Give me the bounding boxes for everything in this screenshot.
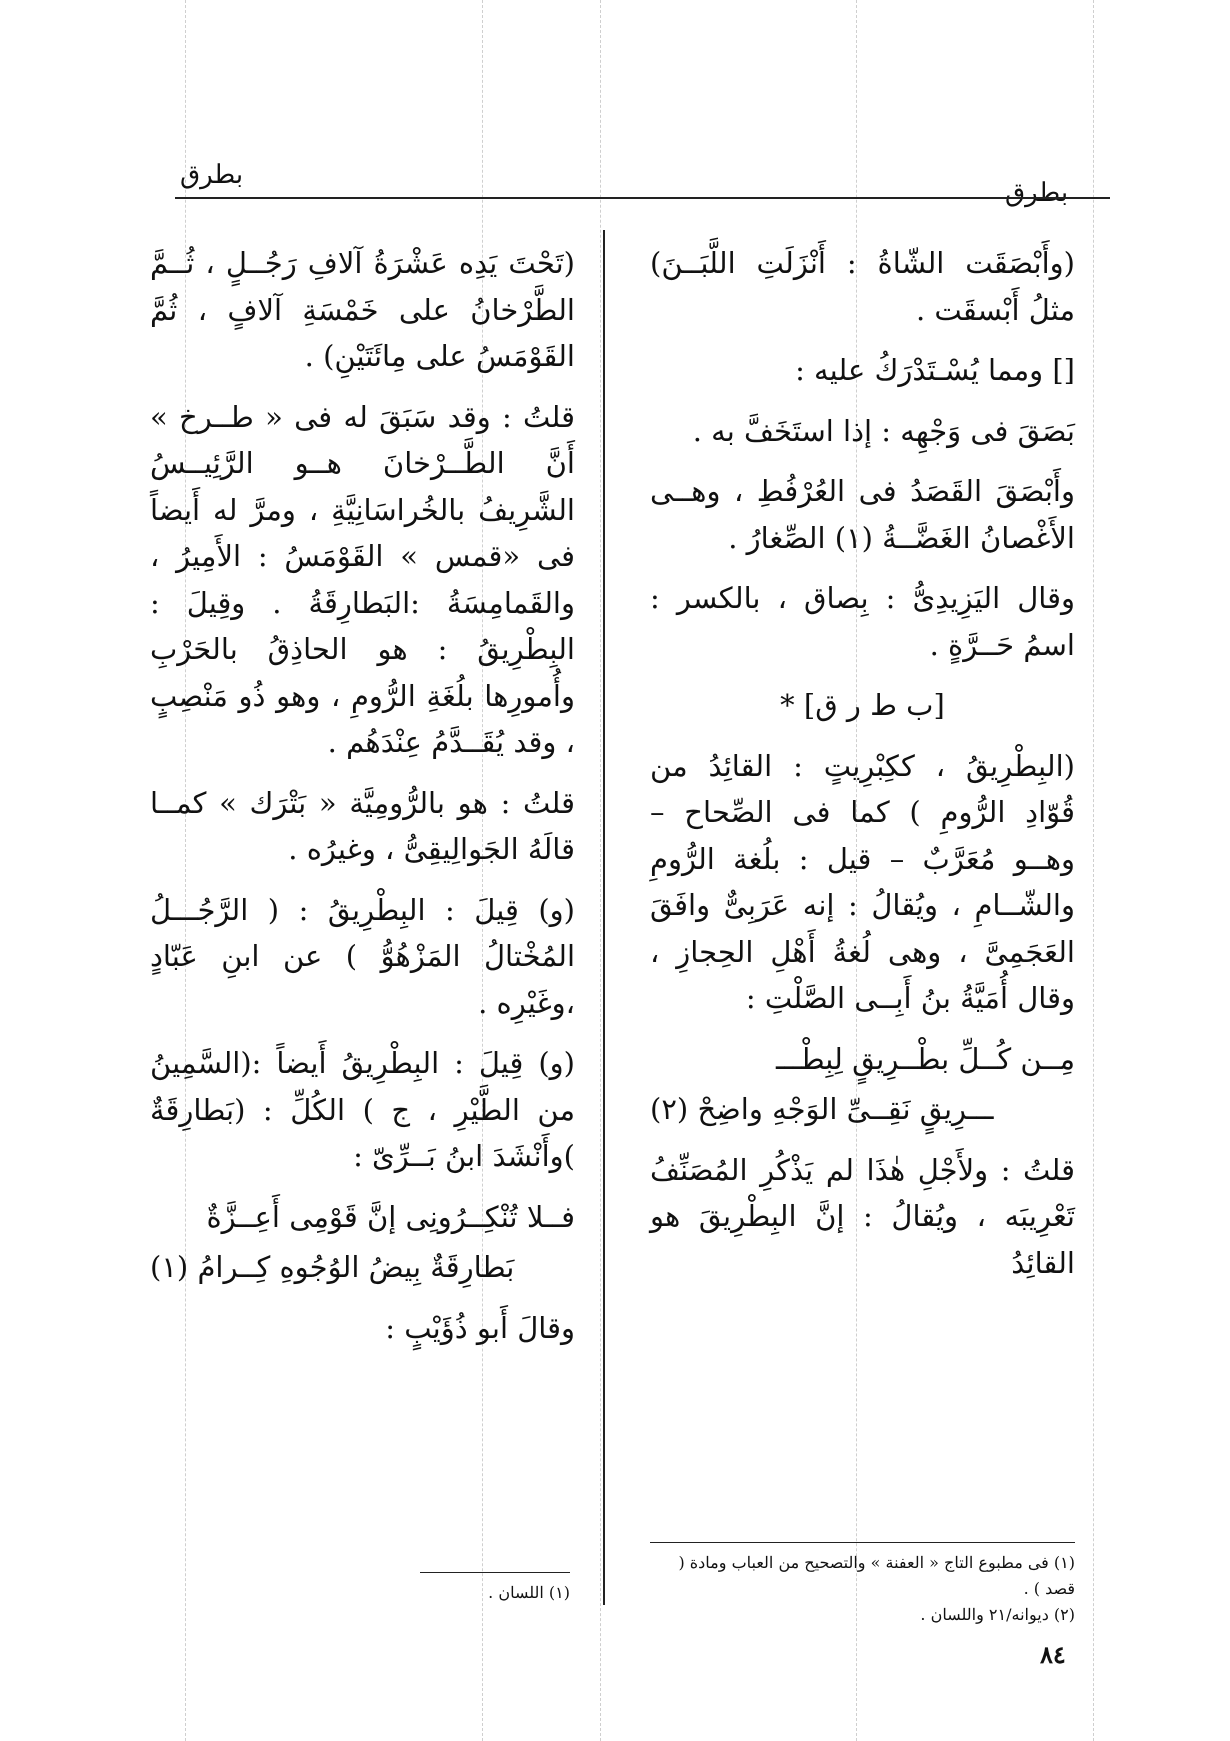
paragraph: (و) قِيلَ : البِطْرِيقُ أَيضاً :(السَّمِينُ من الطَّيْرِ ، ج ) الكُلِّ : (بَطارِقَةٌ )وأَنْشَدَ ابنُ بَــرِّىّ : (150, 1046, 575, 1173)
paragraph: (البِطْرِيقُ ، ككِبْرِيتٍ : القائِدُ من قُوّادِ الرُّومِ ) كما فى الصِّحاح – وهــو مُعَرَّبٌ – قيل : بلُغة الرُّومِ والشّــامِ ، ويُقالُ : إنه عَرَبِىٌّ وافَقَ العَجَمِىَّ ، وهى لُغةُ أَهْلِ الحِجازِ ، وقال أُمَيَّةُ بنُ أَبِــى الصَّلْتِ : (650, 748, 1075, 1015)
verse-line: فــلا تُنْكِــرُونِى إنَّ قَوْمِى أَعِــزَّةٌ (206, 1199, 575, 1234)
left-footnotes (420, 1580, 570, 1606)
guide-line (1093, 0, 1094, 1741)
paragraph: (تَحْتَ يَدِه عَشْرَةُ آلافِ رَجُــلٍ ، ثُــمَّ الطَّرْخانُ على خَمْسَةِ آلافٍ ، ثُمَّ القَوْمَسُ على مِائَتَيْنِ) . (150, 246, 575, 373)
running-header-right: بطرق (1005, 178, 1069, 208)
footnote-rule (650, 1542, 1075, 1543)
paragraph: (و) قِيلَ : البِطْرِيقُ : ( الرَّجُـــلُ المُخْتالُ المَزْهُوُّ ) عن ابنِ عَبّادٍ ،وغَيْرِه . (150, 892, 575, 1020)
paragraph: بَصَقَ فى وَجْهِه : إذا استَخَفَّ به . (692, 413, 1075, 448)
right-column (650, 240, 1075, 1300)
footnote: (١) اللسان . (488, 1583, 570, 1602)
paragraph: وقال اليَزِيدِىُّ : بِصاق ، بالكسر : اسمُ حَــرَّةٍ . (650, 581, 1075, 662)
paragraph: وقالَ أَبو ذُؤَيْبٍ : (385, 1310, 575, 1345)
paragraph: [] ومما يُسْـتَدْرَكُ عليه : (795, 353, 1075, 387)
guide-line (600, 0, 601, 1741)
left-column (150, 240, 575, 1365)
paragraph: (وأَبْصَقَت الشّاةُ : أَنْزَلَتِ اللَّبَــنَ) مثلُ أَبْسقَت . (650, 246, 1075, 327)
footnote: (١) فى مطبوع التاج « العفنة » والتصحيح من العباب ومادة ( قصد ) . (678, 1553, 1075, 1598)
section-heading: [ب ط ر ق] * (780, 688, 945, 722)
running-header-left: بطرق (180, 160, 244, 190)
verse-line: مِــن كُــلِّ بطْــرِيقٍ لِبِطْـــ (776, 1041, 1075, 1076)
footnote: (٢) ديوانه/٢١ واللسان . (920, 1605, 1075, 1624)
verse-line: ـــرِيقٍ نَقِــىِّ الوَجْهِ واضِحْ (٢) (650, 1092, 994, 1126)
paragraph: قلتُ : وقد سَبَقَ له فى « طــرخ » أَنَّ الطَّــرْخانَ هــو الرَّئِيــسُ الشَّرِيفُ بالخُراسَانِيَّةِ ، ومرَّ له أَيضاً فى «قمس » القَوْمَسُ : الأَمِيرُ ، والقَمامِسَةُ :البَطارِقَةُ . وقِيلَ : البِطْرِيقُ : هو الحاذِقُ بالحَرْبِ وأُمورِها بلُغَةِ الرُّومِ ، وهو ذُو مَنْصِبٍ ، وقد يُقَــدَّمُ عِنْدَهُم . (150, 399, 575, 759)
column-divider (603, 230, 605, 1605)
page-number: ٨٤ (1040, 1640, 1066, 1669)
footnote-rule (420, 1572, 570, 1573)
paragraph: قلتُ : هو بالرُّومِيَّة « بَتْرَك » كمــا قالَهُ الجَوالِيقِىُّ ، وغيرُه . (150, 785, 575, 866)
verse-line: بَطارِقَةٌ بِيضُ الوُجُوهِ كِــرامُ (١) (150, 1250, 515, 1284)
paragraph: وأَبْصَقَ القَصَدُ فى العُرْفُطِ ، وهــى الأَغْصانُ الغَضَّــةُ (١) الصِّغارُ . (650, 474, 1075, 555)
right-footnotes (650, 1550, 1075, 1628)
header-rule (175, 197, 1110, 199)
paragraph: قلتُ : ولأَجْلِ هٰذَا لم يَذْكُرِ المُصَنِّفُ تَعْرِيبَه ، ويُقالُ : إنَّ البِطْرِيقَ هو القائِدُ (650, 1152, 1075, 1280)
